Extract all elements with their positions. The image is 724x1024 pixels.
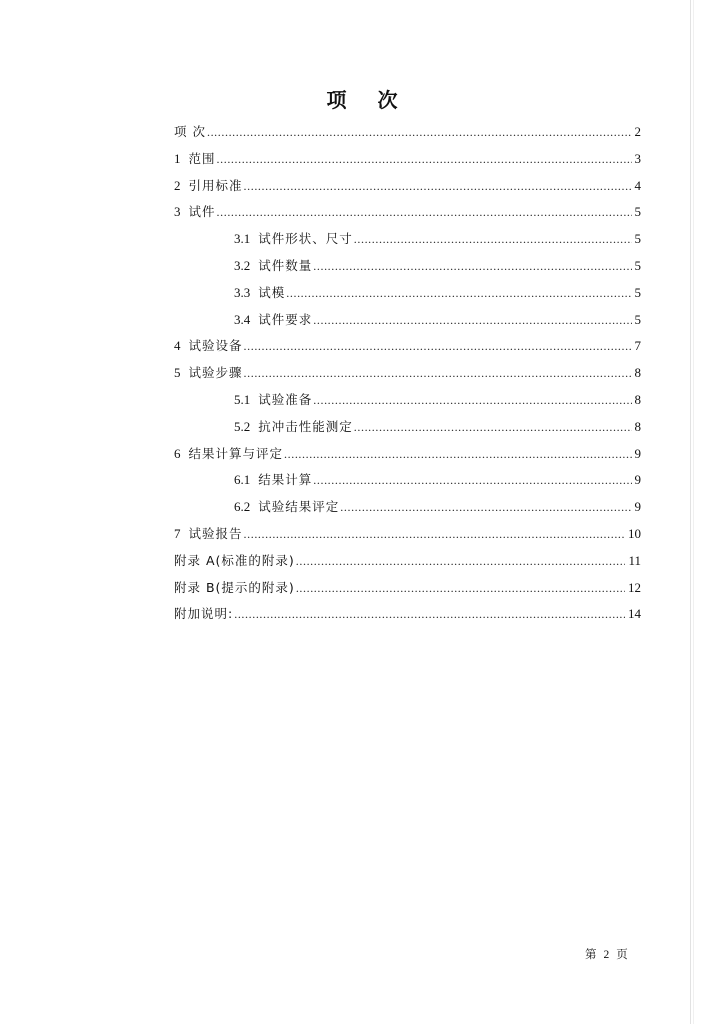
toc-entry-page: 5 <box>634 204 641 220</box>
toc-entry-page: 5 <box>634 284 641 300</box>
toc-entry-number: 3 <box>174 204 181 220</box>
toc-dot-leader <box>286 282 631 304</box>
toc-entry-page: 11 <box>628 552 641 568</box>
toc-entry-number: 5.1 <box>234 391 251 407</box>
toc-entry-label: 试件形状、尺寸 <box>258 231 353 247</box>
toc-entry-number: 4 <box>174 338 181 354</box>
toc-entry-label: 结果计算 <box>258 472 313 488</box>
toc-entry-label: 试件数量 <box>258 257 313 273</box>
toc-entry-label: 试验报告 <box>188 525 243 541</box>
toc-dot-leader <box>244 175 632 197</box>
document-title: 项 次 <box>326 88 410 112</box>
toc-entry[interactable] <box>174 175 641 202</box>
toc-entry-label: 附录 B(提示的附录) <box>174 579 295 595</box>
toc-dot-leader <box>244 362 632 384</box>
toc-dot-leader <box>284 443 631 465</box>
page-edge-line <box>690 0 691 1024</box>
toc-dot-leader <box>313 389 631 411</box>
toc-dot-leader <box>313 255 631 277</box>
toc-dot-leader <box>313 469 631 491</box>
toc-dot-leader <box>234 603 625 625</box>
toc-entry-number: 6 <box>174 445 181 461</box>
toc-entry[interactable] <box>174 469 641 496</box>
toc-entry-label: 结果计算与评定 <box>188 445 284 461</box>
toc-entry-page: 5 <box>634 231 641 247</box>
toc-entry[interactable] <box>174 255 641 282</box>
toc-entry[interactable] <box>174 282 641 309</box>
toc-entry-number: 6.2 <box>234 499 251 515</box>
toc-entry[interactable] <box>174 523 641 550</box>
toc-dot-leader <box>217 148 632 170</box>
toc-entry-label: 附加说明: <box>174 606 234 622</box>
toc-entry-page: 9 <box>634 499 641 515</box>
toc-dot-leader <box>296 577 625 599</box>
toc-entry-number: 3.1 <box>234 231 251 247</box>
toc-entry[interactable] <box>174 389 641 416</box>
toc-dot-leader <box>207 121 632 143</box>
toc-entry-label: 范围 <box>188 150 216 166</box>
toc-entry-number: 3.2 <box>234 257 251 273</box>
toc-entry-page: 5 <box>634 311 641 327</box>
toc-entry[interactable] <box>174 121 641 148</box>
toc-entry-label: 试模 <box>258 284 286 300</box>
toc-entry-label: 试件 <box>188 204 216 220</box>
toc-entry-number: 6.1 <box>234 472 251 488</box>
toc-entry[interactable] <box>174 148 641 175</box>
toc-entry-number: 3.4 <box>234 311 251 327</box>
toc-entry-page: 12 <box>628 579 641 595</box>
toc-entry-page: 9 <box>634 445 641 461</box>
footer-suffix: 页 <box>616 947 628 961</box>
toc-entry-label: 试验步骤 <box>188 365 243 381</box>
toc-entry[interactable] <box>174 416 641 443</box>
page-edge-shadow <box>693 0 694 1024</box>
toc-dot-leader <box>354 416 632 438</box>
toc-entry-page: 9 <box>634 472 641 488</box>
toc-entry-number: 1 <box>174 150 181 166</box>
toc-entry-page: 14 <box>628 606 641 622</box>
toc-dot-leader <box>217 201 632 223</box>
toc-entry-number: 5 <box>174 365 181 381</box>
toc-entry[interactable] <box>174 443 641 470</box>
toc-entry-page: 7 <box>634 338 641 354</box>
toc-entry-label: 试验准备 <box>258 391 313 407</box>
toc-entry[interactable] <box>174 362 641 389</box>
toc-entry-page: 8 <box>634 365 641 381</box>
toc-entry-page: 8 <box>634 418 641 434</box>
toc-entry-number: 5.2 <box>234 418 251 434</box>
toc-dot-leader <box>340 496 631 518</box>
toc-dot-leader <box>313 309 631 331</box>
toc-entry-number: 7 <box>174 525 181 541</box>
toc-dot-leader <box>296 550 626 572</box>
toc-entry[interactable] <box>174 496 641 523</box>
toc-entry[interactable] <box>174 228 641 255</box>
toc-entry-label: 试验设备 <box>188 338 243 354</box>
toc-entry-page: 4 <box>634 177 641 193</box>
footer-page-number: 2 <box>603 949 610 961</box>
table-of-contents <box>174 121 641 630</box>
toc-entry[interactable] <box>174 309 641 336</box>
toc-entry-number: 3.3 <box>234 284 251 300</box>
toc-entry[interactable] <box>174 335 641 362</box>
toc-dot-leader <box>354 228 632 250</box>
toc-entry-label: 项 次 <box>174 124 206 139</box>
page-footer <box>585 946 628 962</box>
footer-prefix: 第 <box>585 947 597 961</box>
toc-entry-label: 附录 A(标准的附录) <box>174 552 295 568</box>
toc-entry[interactable] <box>174 603 641 630</box>
toc-entry-page: 5 <box>634 257 641 273</box>
toc-entry[interactable] <box>174 577 641 604</box>
toc-entry-number: 2 <box>174 177 181 193</box>
toc-entry-label: 试件要求 <box>258 311 313 327</box>
toc-dot-leader <box>244 523 625 545</box>
toc-entry-label: 引用标准 <box>188 177 243 193</box>
toc-entry-page: 8 <box>634 391 641 407</box>
toc-dot-leader <box>244 335 632 357</box>
toc-entry-label: 试验结果评定 <box>258 499 340 515</box>
toc-entry-page: 2 <box>634 124 641 139</box>
toc-entry-page: 10 <box>628 525 641 541</box>
toc-entry-label: 抗冲击性能测定 <box>258 418 353 434</box>
toc-entry[interactable] <box>174 201 641 228</box>
toc-entry-page: 3 <box>634 150 641 166</box>
toc-entry[interactable] <box>174 550 641 577</box>
